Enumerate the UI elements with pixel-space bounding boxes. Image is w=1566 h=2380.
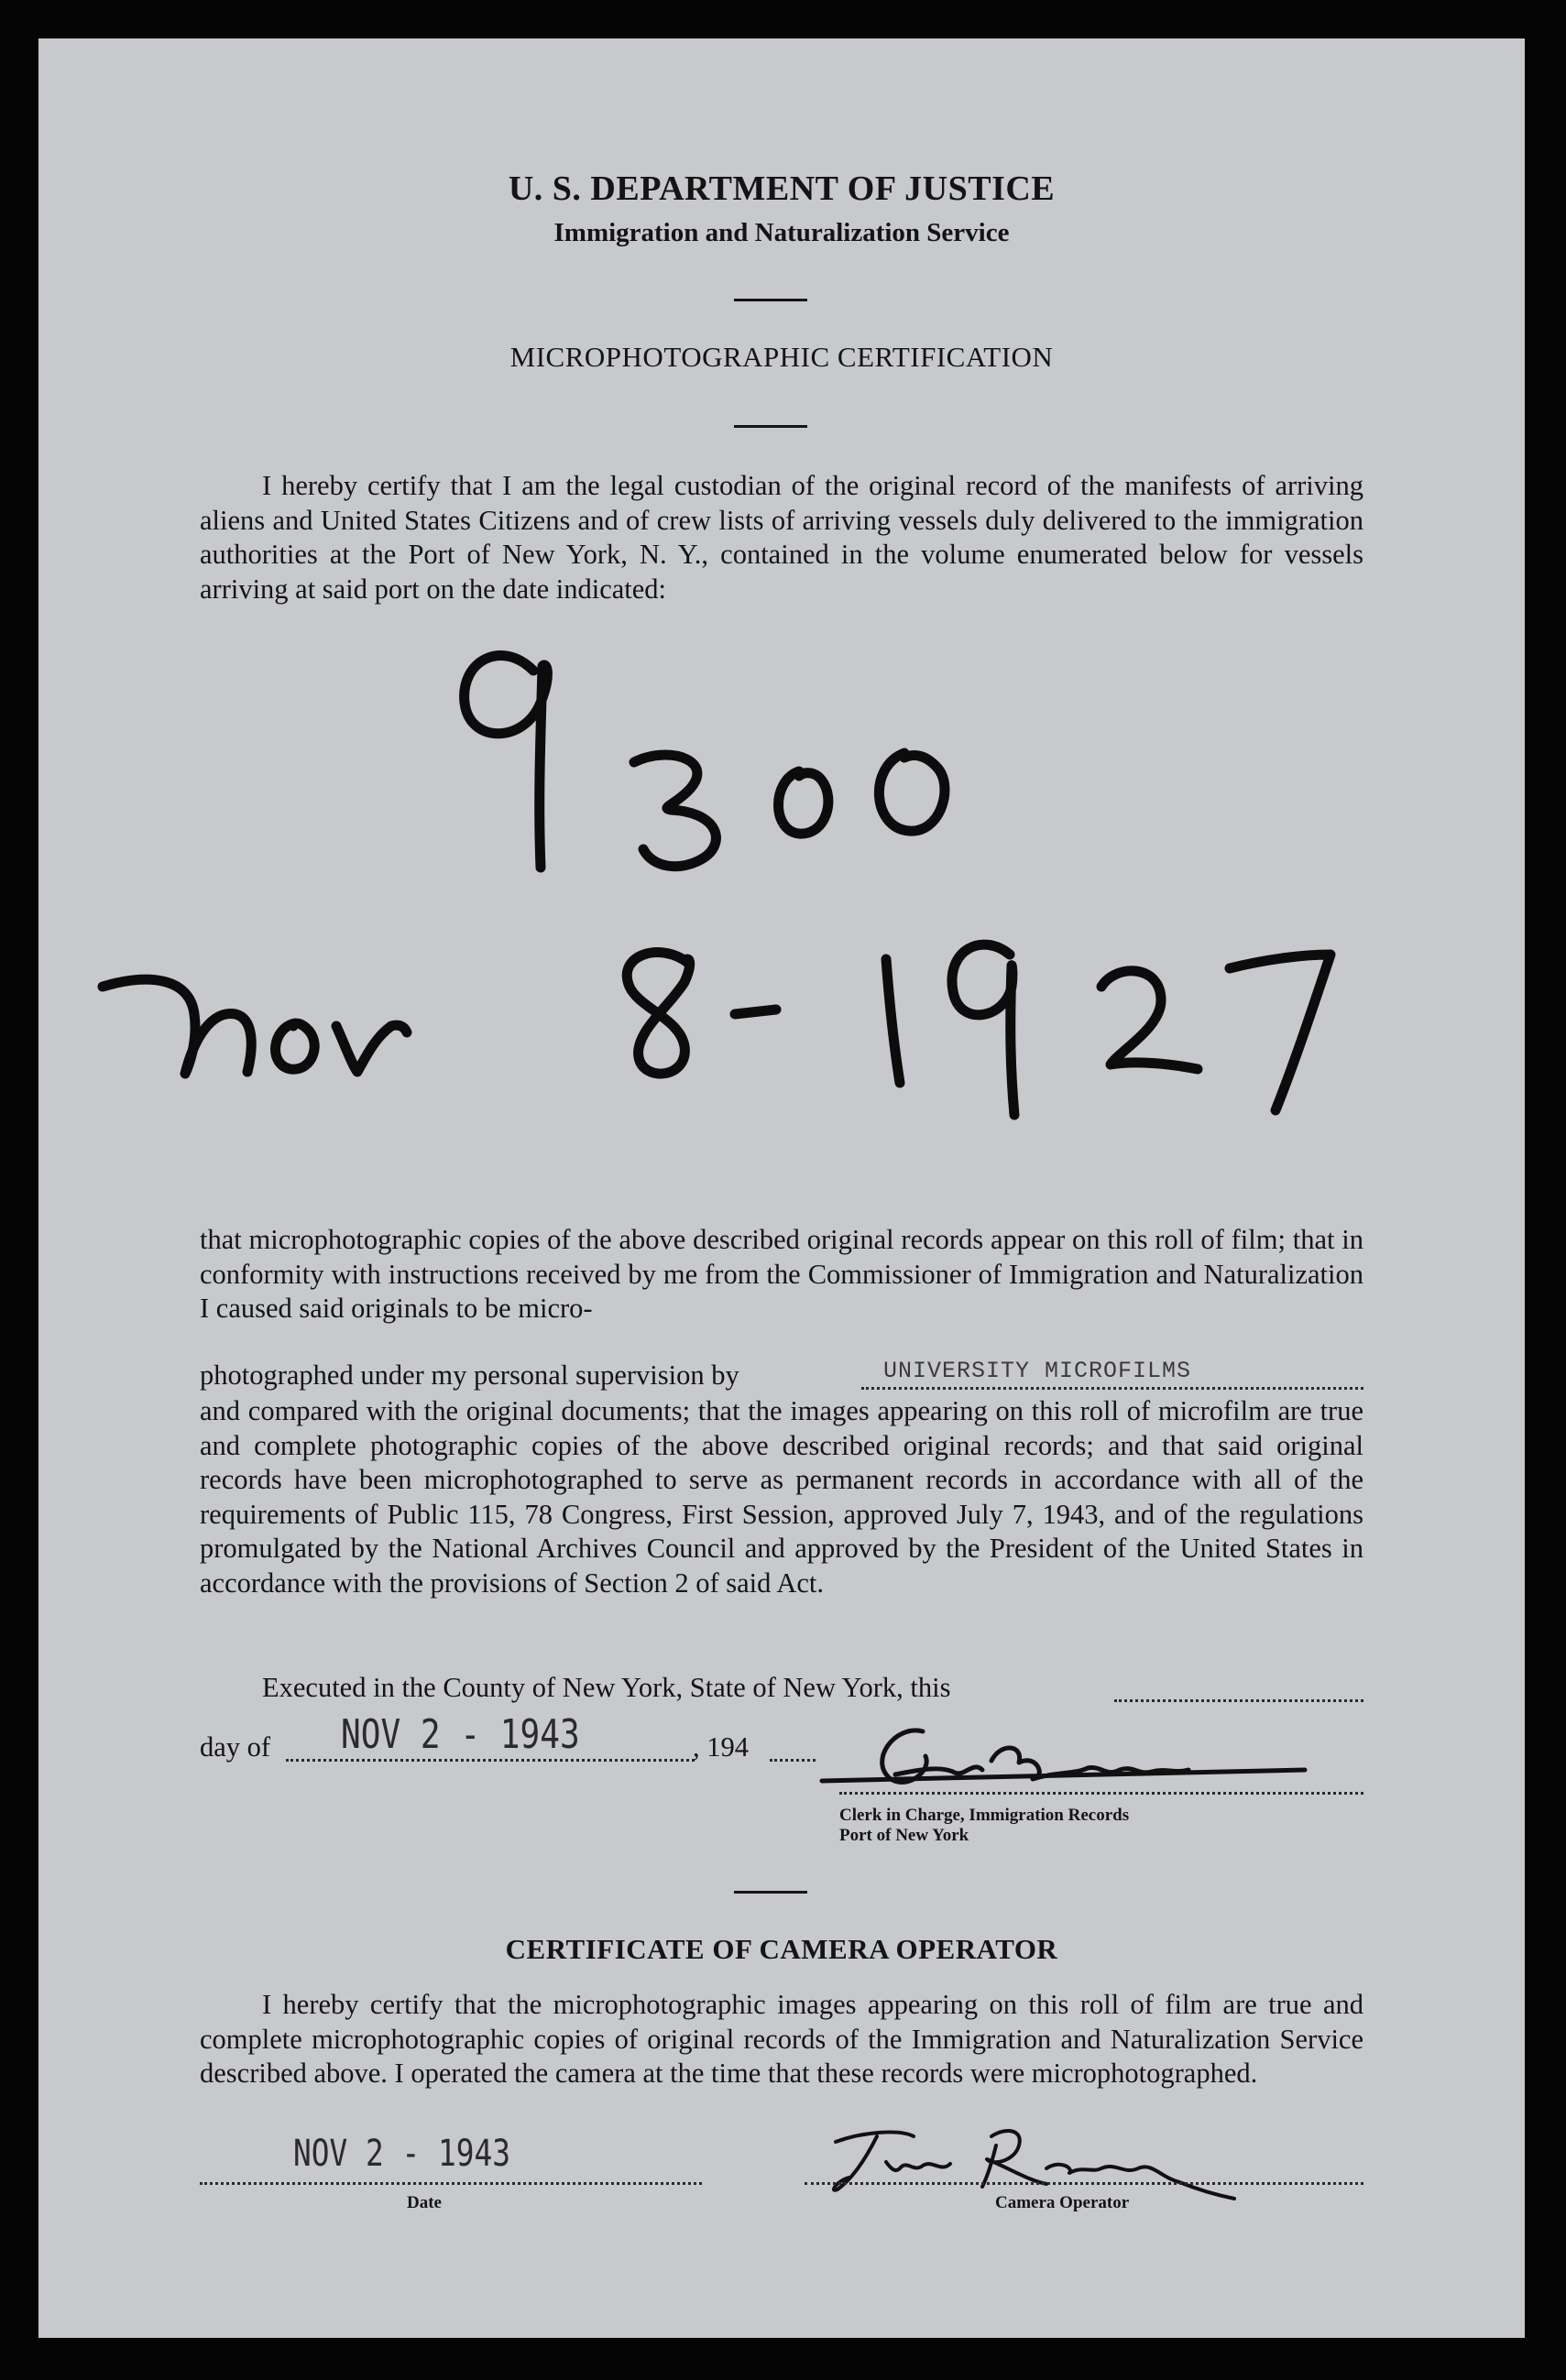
camera-operator-title: CERTIFICATE OF CAMERA OPERATOR	[505, 1933, 1058, 1965]
body-text-part1: that microphotographic copies of the above described original records appear on this roll of film; that in conformity with instructions received by me from the Commissioner of Immigration and Naturalization I caused said originals to be micro-	[200, 1224, 1363, 1324]
supervisor-typed-name: UNIVERSITY MICROFILMS	[883, 1358, 1192, 1384]
certification-title: MICROPHOTOGRAPHIC CERTIFICATION	[509, 341, 1054, 373]
intro-text: I hereby certify that I am the legal custodian of the original record of the manifests of arriving aliens and United States Citizens and of crew lists of arriving vessels duly delivered to the immigration authorities at the Port of New York, N. Y., contained in the volume enumerated below for vessels arriving at said port on the date indicated:	[200, 470, 1363, 605]
year-label: , 194	[693, 1731, 749, 1763]
executed-text: Executed in the County of New York, State of New York, this	[262, 1672, 951, 1703]
camera-date-label: Date	[407, 2193, 442, 2212]
clerk-title-line1: Clerk in Charge, Immigration Records	[839, 1806, 1130, 1825]
execution-date-stamp: NOV 2 - 1943	[341, 1711, 580, 1758]
supervision-prefix: photographed under my personal supervision by	[200, 1359, 739, 1391]
camera-operator-label: Camera Operator	[995, 2193, 1130, 2212]
camera-operator-signature	[38, 38, 1525, 2338]
certificate-page	[38, 38, 1525, 2338]
camera-operator-signature-line	[805, 2182, 1363, 2185]
body-text-part2: and compared with the original documents; that the images appearing on this roll of microfilm are true and complete photographic copies of the above described original records; and that said original records have been microphotographed to serve as permanent records in accordance with all of the requirements of Public 115, 78 Congress, First Session, approved July 7, 1943, and of the regulations promulgated by the National Archives Council and approved by the President of the United States in accordance with the provisions of Section 2 of said Act.	[200, 1395, 1363, 1599]
day-of-label: day of	[200, 1731, 271, 1763]
department-heading: U. S. DEPARTMENT OF JUSTICE	[508, 169, 1056, 208]
service-subheading: Immigration and Naturalization Service	[553, 218, 1010, 247]
camera-date-stamp: NOV 2 - 1943	[293, 2133, 510, 2175]
camera-operator-text: I hereby certify that the microphotographic images appearing on this roll of film are true and complete microphotographic copies of original records of the Immigration and Naturalization Service described above. I operated the camera at the time that these records were microphotographed.	[200, 1989, 1363, 2089]
clerk-title-line2: Port of New York	[839, 1826, 969, 1845]
